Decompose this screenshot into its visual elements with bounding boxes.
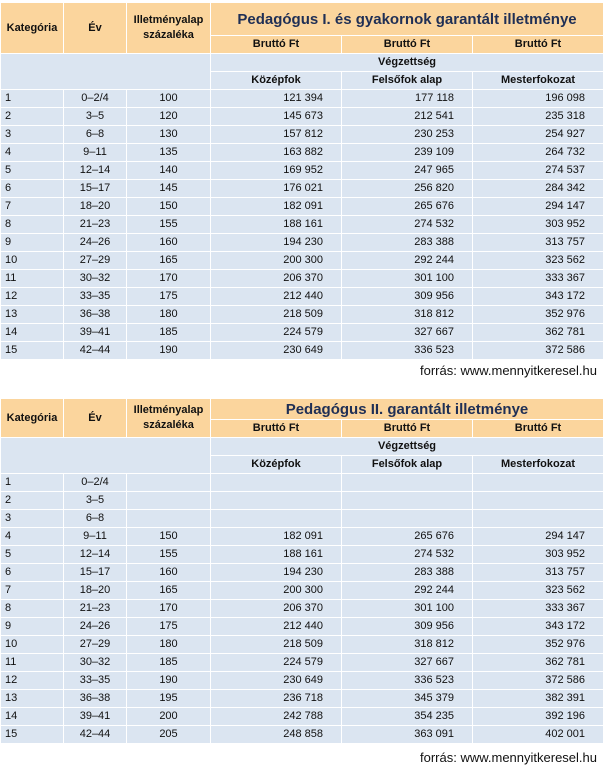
cell-base-percent: 190 [127, 342, 211, 360]
cell-secondary: 200 300 [211, 582, 342, 600]
cell-secondary: 236 718 [211, 690, 342, 708]
cell-bachelor [342, 492, 473, 510]
cell-master: 333 367 [473, 270, 604, 288]
level-header-master: Mesterfokozat [473, 72, 604, 90]
cell-year: 21–23 [64, 216, 127, 234]
cell-category: 9 [1, 234, 64, 252]
table-row [1, 636, 604, 654]
cell-secondary: 182 091 [211, 198, 342, 216]
cell-bachelor: 301 100 [342, 270, 473, 288]
cell-master [473, 510, 604, 528]
cell-base-percent: 175 [127, 618, 211, 636]
source-note: forrás: www.mennyitkeresel.hu [419, 750, 597, 765]
cell-master: 294 147 [473, 528, 604, 546]
cell-secondary: 230 649 [211, 342, 342, 360]
cell-base-percent: 160 [127, 564, 211, 582]
cell-base-percent: 100 [127, 90, 211, 108]
cell-master: 343 172 [473, 288, 604, 306]
cell-base-percent: 130 [127, 126, 211, 144]
cell-master: 382 391 [473, 690, 604, 708]
cell-bachelor: 283 388 [342, 234, 473, 252]
cell-secondary: 248 858 [211, 726, 342, 744]
blank-header-cell [1, 438, 211, 474]
cell-year: 0–2/4 [64, 90, 127, 108]
cell-master: 235 318 [473, 108, 604, 126]
table-row [1, 492, 604, 510]
cell-bachelor: 327 667 [342, 324, 473, 342]
cell-base-percent: 190 [127, 672, 211, 690]
cell-year: 30–32 [64, 654, 127, 672]
cell-year: 6–8 [64, 126, 127, 144]
table-row [1, 564, 604, 582]
table-row [1, 216, 604, 234]
table-row [1, 582, 604, 600]
cell-category: 9 [1, 618, 64, 636]
cell-base-percent: 140 [127, 162, 211, 180]
table-row [1, 90, 604, 108]
cell-base-percent: 170 [127, 270, 211, 288]
cell-secondary: 176 021 [211, 180, 342, 198]
table-row [1, 474, 604, 492]
cell-year: 42–44 [64, 342, 127, 360]
table-row [1, 546, 604, 564]
cell-base-percent: 185 [127, 654, 211, 672]
cell-secondary [211, 492, 342, 510]
cell-category: 7 [1, 198, 64, 216]
table-row [1, 600, 604, 618]
cell-master: 303 952 [473, 216, 604, 234]
source-note: forrás: www.mennyitkeresel.hu [419, 363, 597, 378]
cell-bachelor: 327 667 [342, 654, 473, 672]
cell-secondary: 218 509 [211, 306, 342, 324]
cell-bachelor [342, 474, 473, 492]
cell-master: 323 562 [473, 582, 604, 600]
cell-base-percent: 145 [127, 180, 211, 198]
cell-base-percent: 200 [127, 708, 211, 726]
cell-category: 5 [1, 546, 64, 564]
cell-year: 36–38 [64, 690, 127, 708]
cell-year: 12–14 [64, 162, 127, 180]
education-header: Végzettség [211, 438, 604, 456]
cell-secondary: 194 230 [211, 234, 342, 252]
cell-category: 6 [1, 564, 64, 582]
cell-master: 323 562 [473, 252, 604, 270]
table-row [1, 108, 604, 126]
cell-secondary: 224 579 [211, 324, 342, 342]
cell-category: 8 [1, 600, 64, 618]
brutto-header: Bruttó Ft [211, 36, 342, 54]
cell-secondary: 212 440 [211, 288, 342, 306]
header-category: Kategória [1, 3, 64, 54]
cell-category: 14 [1, 324, 64, 342]
cell-base-percent [127, 474, 211, 492]
table-row [1, 708, 604, 726]
table-row [1, 234, 604, 252]
cell-year: 9–11 [64, 144, 127, 162]
cell-base-percent: 180 [127, 636, 211, 654]
cell-category: 15 [1, 726, 64, 744]
cell-bachelor: 318 812 [342, 636, 473, 654]
header-base-line1: Illetményalap [133, 14, 204, 26]
header-year: Év [64, 3, 127, 54]
header-base-percent [127, 399, 211, 438]
table-row [1, 144, 604, 162]
cell-category: 4 [1, 144, 64, 162]
cell-secondary: 188 161 [211, 216, 342, 234]
cell-base-percent: 155 [127, 546, 211, 564]
cell-secondary: 230 649 [211, 672, 342, 690]
cell-category: 3 [1, 126, 64, 144]
cell-master: 264 732 [473, 144, 604, 162]
cell-bachelor: 336 523 [342, 342, 473, 360]
brutto-header: Bruttó Ft [473, 36, 604, 54]
cell-year: 12–14 [64, 546, 127, 564]
cell-year: 39–41 [64, 324, 127, 342]
cell-category: 4 [1, 528, 64, 546]
table-row [1, 726, 604, 744]
cell-master: 313 757 [473, 564, 604, 582]
cell-secondary: 169 952 [211, 162, 342, 180]
cell-secondary: 157 812 [211, 126, 342, 144]
cell-category: 12 [1, 288, 64, 306]
brutto-header: Bruttó Ft [473, 420, 604, 438]
cell-category: 11 [1, 270, 64, 288]
cell-year: 15–17 [64, 180, 127, 198]
cell-bachelor: 283 388 [342, 564, 473, 582]
cell-year: 21–23 [64, 600, 127, 618]
cell-category: 6 [1, 180, 64, 198]
cell-master: 343 172 [473, 618, 604, 636]
cell-base-percent: 135 [127, 144, 211, 162]
cell-category: 12 [1, 672, 64, 690]
cell-bachelor: 274 532 [342, 216, 473, 234]
header-category: Kategória [1, 399, 64, 438]
cell-secondary: 200 300 [211, 252, 342, 270]
cell-bachelor: 265 676 [342, 198, 473, 216]
salary-table-2 [0, 398, 604, 744]
table-row [1, 252, 604, 270]
cell-year: 15–17 [64, 564, 127, 582]
cell-year: 0–2/4 [64, 474, 127, 492]
cell-category: 15 [1, 342, 64, 360]
cell-master: 333 367 [473, 600, 604, 618]
cell-master: 303 952 [473, 546, 604, 564]
cell-category: 3 [1, 510, 64, 528]
cell-base-percent: 165 [127, 582, 211, 600]
blank-header-cell [1, 54, 211, 90]
brutto-header: Bruttó Ft [211, 420, 342, 438]
table-row [1, 510, 604, 528]
cell-secondary [211, 510, 342, 528]
table-row [1, 306, 604, 324]
cell-bachelor [342, 510, 473, 528]
cell-bachelor: 274 532 [342, 546, 473, 564]
cell-bachelor: 354 235 [342, 708, 473, 726]
cell-master: 362 781 [473, 324, 604, 342]
table-row [1, 342, 604, 360]
cell-category: 13 [1, 306, 64, 324]
cell-year: 24–26 [64, 618, 127, 636]
table-row [1, 126, 604, 144]
table-row [1, 672, 604, 690]
table-row [1, 618, 604, 636]
cell-year: 9–11 [64, 528, 127, 546]
cell-year: 33–35 [64, 288, 127, 306]
cell-secondary: 224 579 [211, 654, 342, 672]
cell-base-percent: 180 [127, 306, 211, 324]
brutto-header: Bruttó Ft [342, 36, 473, 54]
table-row [1, 270, 604, 288]
level-header-bachelor: Felsőfok alap [342, 456, 473, 474]
cell-bachelor: 309 956 [342, 288, 473, 306]
cell-master [473, 492, 604, 510]
table-row [1, 324, 604, 342]
cell-year: 3–5 [64, 492, 127, 510]
cell-category: 13 [1, 690, 64, 708]
cell-category: 5 [1, 162, 64, 180]
table-title: Pedagógus II. garantált illetménye [211, 399, 604, 420]
cell-bachelor: 177 118 [342, 90, 473, 108]
cell-bachelor: 309 956 [342, 618, 473, 636]
cell-year: 39–41 [64, 708, 127, 726]
cell-master: 352 976 [473, 636, 604, 654]
level-header-secondary: Középfok [211, 72, 342, 90]
cell-year: 33–35 [64, 672, 127, 690]
cell-category: 1 [1, 474, 64, 492]
table-body [1, 90, 604, 360]
cell-master: 313 757 [473, 234, 604, 252]
table-title: Pedagógus I. és gyakornok garantált illetménye [211, 3, 604, 36]
cell-bachelor: 256 820 [342, 180, 473, 198]
cell-secondary: 163 882 [211, 144, 342, 162]
cell-base-percent: 120 [127, 108, 211, 126]
table-row [1, 690, 604, 708]
cell-master: 284 342 [473, 180, 604, 198]
cell-category: 2 [1, 492, 64, 510]
cell-bachelor: 301 100 [342, 600, 473, 618]
cell-master: 274 537 [473, 162, 604, 180]
brutto-header: Bruttó Ft [342, 420, 473, 438]
cell-secondary: 188 161 [211, 546, 342, 564]
cell-year: 27–29 [64, 636, 127, 654]
header-year: Év [64, 399, 127, 438]
cell-secondary: 145 673 [211, 108, 342, 126]
cell-secondary: 121 394 [211, 90, 342, 108]
table-row [1, 180, 604, 198]
cell-master: 392 196 [473, 708, 604, 726]
cell-base-percent: 195 [127, 690, 211, 708]
cell-secondary: 242 788 [211, 708, 342, 726]
cell-category: 10 [1, 636, 64, 654]
cell-secondary: 218 509 [211, 636, 342, 654]
cell-year: 3–5 [64, 108, 127, 126]
cell-master: 196 098 [473, 90, 604, 108]
table-row [1, 528, 604, 546]
cell-category: 2 [1, 108, 64, 126]
cell-bachelor: 247 965 [342, 162, 473, 180]
cell-secondary: 212 440 [211, 618, 342, 636]
cell-master: 294 147 [473, 198, 604, 216]
cell-master: 372 586 [473, 672, 604, 690]
cell-base-percent: 150 [127, 528, 211, 546]
cell-bachelor: 292 244 [342, 582, 473, 600]
cell-secondary [211, 474, 342, 492]
cell-year: 24–26 [64, 234, 127, 252]
cell-bachelor: 230 253 [342, 126, 473, 144]
cell-year: 36–38 [64, 306, 127, 324]
cell-secondary: 182 091 [211, 528, 342, 546]
header-base-line2: százaléka [143, 419, 194, 431]
cell-category: 8 [1, 216, 64, 234]
cell-bachelor: 363 091 [342, 726, 473, 744]
header-base-line1: Illetményalap [133, 404, 204, 416]
cell-base-percent: 205 [127, 726, 211, 744]
cell-year: 18–20 [64, 198, 127, 216]
cell-master [473, 474, 604, 492]
cell-base-percent: 170 [127, 600, 211, 618]
salary-table-1 [0, 2, 604, 360]
header-base-line2: százaléka [143, 29, 194, 41]
cell-base-percent: 155 [127, 216, 211, 234]
cell-base-percent: 185 [127, 324, 211, 342]
cell-master: 402 001 [473, 726, 604, 744]
cell-bachelor: 212 541 [342, 108, 473, 126]
cell-master: 372 586 [473, 342, 604, 360]
cell-base-percent: 165 [127, 252, 211, 270]
table-body [1, 474, 604, 744]
cell-bachelor: 336 523 [342, 672, 473, 690]
header-base-percent [127, 3, 211, 54]
cell-category: 10 [1, 252, 64, 270]
cell-bachelor: 265 676 [342, 528, 473, 546]
cell-base-percent: 150 [127, 198, 211, 216]
level-header-secondary: Középfok [211, 456, 342, 474]
cell-secondary: 194 230 [211, 564, 342, 582]
cell-bachelor: 292 244 [342, 252, 473, 270]
cell-secondary: 206 370 [211, 270, 342, 288]
cell-year: 6–8 [64, 510, 127, 528]
cell-year: 27–29 [64, 252, 127, 270]
cell-secondary: 206 370 [211, 600, 342, 618]
cell-category: 1 [1, 90, 64, 108]
cell-year: 30–32 [64, 270, 127, 288]
cell-year: 18–20 [64, 582, 127, 600]
cell-year: 42–44 [64, 726, 127, 744]
cell-category: 14 [1, 708, 64, 726]
education-header: Végzettség [211, 54, 604, 72]
table-row [1, 162, 604, 180]
level-header-bachelor: Felsőfok alap [342, 72, 473, 90]
table-row [1, 288, 604, 306]
cell-master: 362 781 [473, 654, 604, 672]
table-row [1, 198, 604, 216]
level-header-master: Mesterfokozat [473, 456, 604, 474]
cell-base-percent [127, 510, 211, 528]
cell-master: 352 976 [473, 306, 604, 324]
table-row [1, 654, 604, 672]
cell-category: 11 [1, 654, 64, 672]
cell-base-percent: 175 [127, 288, 211, 306]
cell-base-percent [127, 492, 211, 510]
cell-base-percent: 160 [127, 234, 211, 252]
cell-category: 7 [1, 582, 64, 600]
cell-bachelor: 318 812 [342, 306, 473, 324]
cell-bachelor: 345 379 [342, 690, 473, 708]
cell-master: 254 927 [473, 126, 604, 144]
cell-bachelor: 239 109 [342, 144, 473, 162]
